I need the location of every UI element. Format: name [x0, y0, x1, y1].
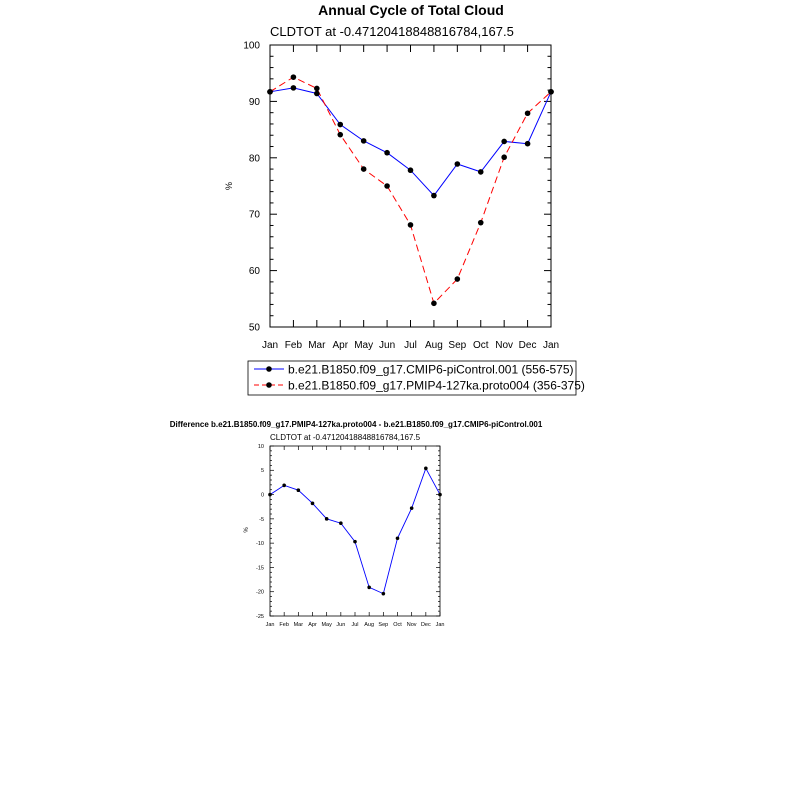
x-tick-label: Jul [404, 340, 417, 351]
data-point-1 [431, 301, 437, 307]
data-point-0 [431, 193, 437, 199]
x-tick-label: Jan [261, 340, 279, 351]
x-tick-label: Dec [420, 622, 431, 628]
difference-chart [170, 420, 543, 628]
data-point-0 [314, 91, 320, 97]
legend-marker-127ka [266, 382, 272, 388]
data-point-1 [314, 86, 320, 92]
x-tick-label: Aug [425, 340, 443, 351]
y-tick-label: 70 [248, 209, 260, 221]
data-point-0 [408, 167, 414, 173]
x-tick-label: Oct [393, 622, 402, 628]
data-point-0 [361, 138, 367, 144]
x-tick-label: Aug [364, 622, 375, 628]
data-point-0 [291, 85, 297, 91]
data-point-0 [410, 506, 414, 510]
y-tick-label: 5 [260, 468, 264, 475]
data-point-0 [438, 493, 442, 497]
y-tick-label: -25 [256, 613, 264, 620]
data-point-0 [325, 517, 329, 521]
data-point-0 [525, 141, 531, 147]
data-point-1 [501, 154, 507, 160]
legend-item-control [254, 363, 574, 377]
x-tick-label: Feb [279, 622, 289, 628]
difference-title: Difference b.e21.B1850.f09_g17.PMIP4-127ka.proto004 - b.e21.B1850.f09_g17.CMIP6-piControl.001 [169, 420, 543, 429]
legend-marker-control [266, 366, 272, 372]
x-tick-label: Sep [448, 340, 467, 351]
y-tick-label: 60 [248, 266, 260, 278]
y-tick-label: 90 [248, 96, 260, 108]
x-tick-label: Sep [378, 622, 389, 628]
data-point-0 [382, 592, 386, 596]
x-tick-label: Apr [332, 340, 349, 351]
difference-subtitle: CLDTOT at -0.47120418848816784,167.5 [270, 433, 421, 442]
data-point-1 [408, 222, 414, 228]
x-tick-label: Apr [308, 622, 317, 628]
y-tick-label: 100 [243, 40, 260, 52]
y-tick-label: 10 [257, 443, 264, 450]
annual-cycle-chart [224, 2, 585, 395]
data-point-1 [478, 220, 484, 226]
data-point-0 [337, 122, 343, 128]
data-point-1 [525, 110, 531, 116]
x-tick-label: May [354, 340, 374, 351]
data-point-0 [396, 536, 400, 540]
plot-frame [270, 45, 551, 327]
y-axis-label: % [224, 181, 234, 191]
difference-y-axis-label: % [244, 527, 250, 533]
x-tick-label: Mar [293, 622, 304, 628]
x-tick-label: Jan [435, 622, 445, 628]
legend [248, 361, 585, 395]
data-point-0 [501, 139, 507, 145]
data-point-0 [282, 484, 286, 488]
y-tick-label: -20 [256, 589, 264, 596]
chart-subtitle: CLDTOT at -0.47120418848816784,167.5 [270, 24, 514, 39]
difference-plot-frame [270, 446, 440, 616]
data-point-0 [353, 540, 357, 544]
y-tick-label: -5 [259, 516, 264, 523]
x-tick-label: Feb [284, 340, 303, 351]
data-point-0 [311, 502, 315, 506]
data-point-1 [361, 166, 367, 172]
data-point-0 [384, 150, 390, 156]
x-tick-label: Oct [472, 340, 489, 351]
data-point-1 [548, 89, 554, 95]
x-tick-label: Jun [379, 340, 396, 351]
data-point-1 [267, 89, 273, 95]
series-line-0 [270, 88, 551, 196]
series-line-1 [270, 77, 551, 303]
data-point-1 [291, 74, 297, 80]
y-tick-label: 50 [248, 322, 260, 334]
y-tick-label: 0 [260, 492, 264, 499]
legend-label-control: b.e21.B1850.f09_g17.CMIP6-piControl.001 (556-575) [288, 362, 574, 377]
data-point-1 [384, 183, 390, 189]
x-tick-label: Jan [265, 622, 275, 628]
series-line-0 [270, 468, 440, 593]
x-tick-label: Mar [308, 340, 326, 351]
legend-label-127ka: b.e21.B1850.f09_g17.PMIP4-127ka.proto004 (356-375) [288, 378, 585, 393]
chart-title: Annual Cycle of Total Cloud [318, 2, 504, 18]
data-point-0 [367, 586, 371, 590]
data-point-0 [455, 161, 461, 167]
x-tick-label: Jan [542, 340, 560, 351]
y-tick-label: -10 [256, 541, 264, 548]
x-tick-label: Jun [336, 622, 346, 628]
x-tick-label: Jul [351, 622, 359, 628]
data-point-0 [424, 467, 428, 471]
x-tick-label: Nov [406, 622, 417, 628]
y-tick-label: -15 [256, 565, 264, 572]
data-point-0 [268, 493, 272, 497]
x-tick-label: Dec [518, 340, 537, 351]
data-point-0 [339, 521, 343, 525]
data-point-1 [337, 132, 343, 138]
data-point-0 [478, 169, 484, 175]
data-point-1 [455, 276, 461, 282]
data-point-0 [297, 488, 301, 492]
x-tick-label: Nov [495, 340, 514, 351]
x-tick-label: May [321, 622, 332, 628]
y-tick-label: 80 [248, 153, 260, 165]
legend-item-127ka [254, 379, 585, 393]
